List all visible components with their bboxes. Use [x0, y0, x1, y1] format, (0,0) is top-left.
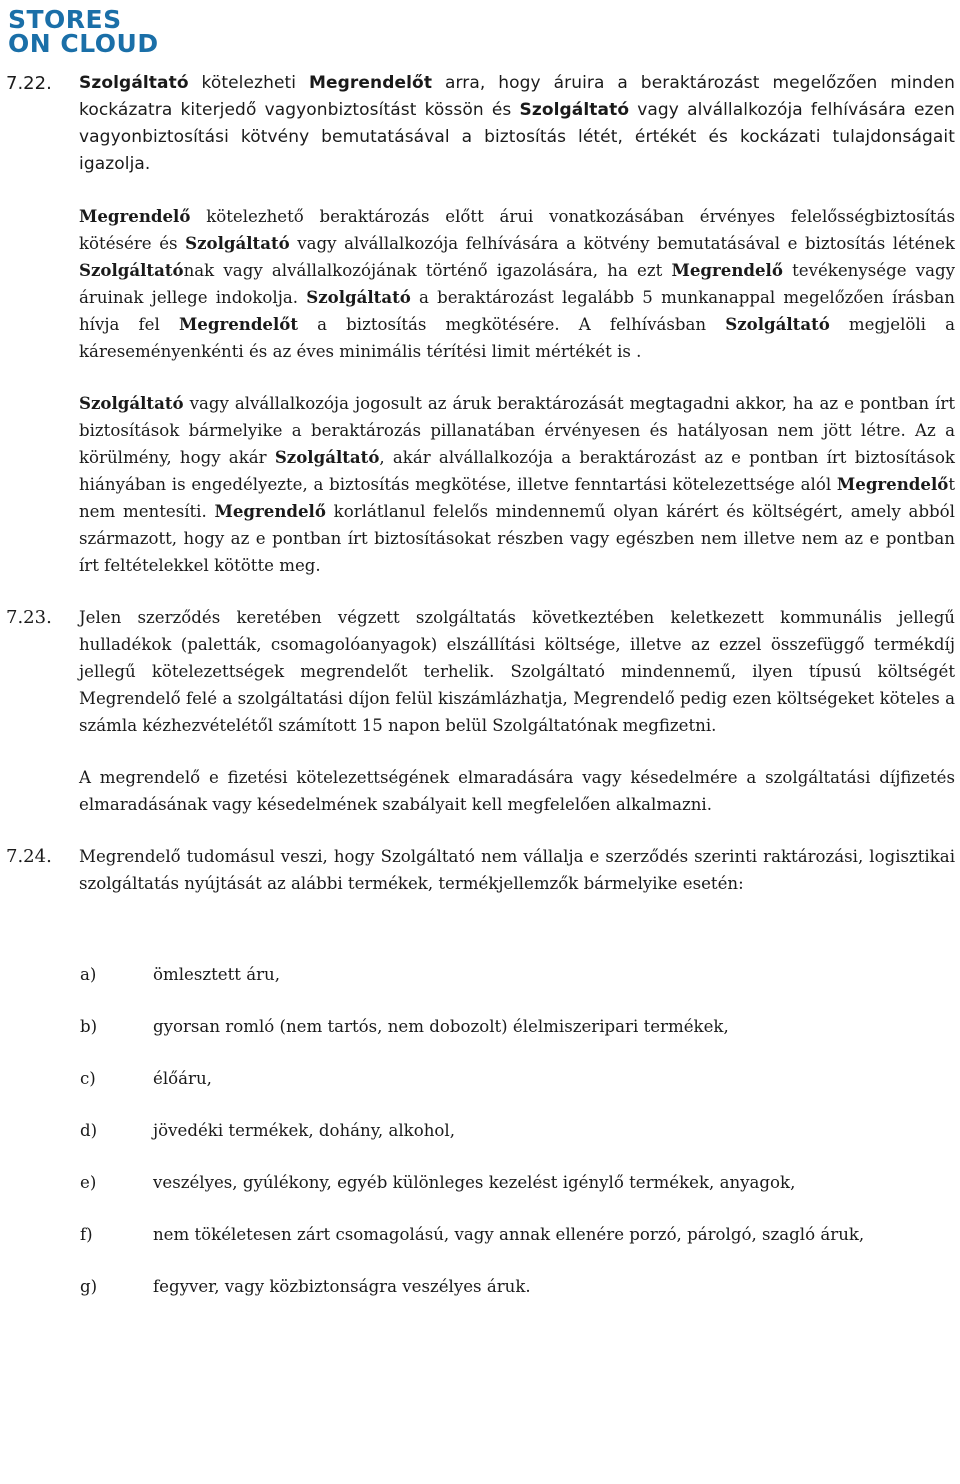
stores-on-cloud-logo [8, 5, 159, 58]
list-item: e) veszélyes, gyúlékony, egyéb különleges kezelést igénylő termékek, anyagok, [80, 1173, 796, 1192]
section-7-24 [0, 843, 960, 897]
excluded-products-list [0, 961, 960, 1300]
section-7-22-paragraph-3: Szolgáltató vagy alvállalkozója jogosult az áruk beraktározását megtagadni akkor, ha az e pontban írt biztosítások bármelyike a beraktározás pillanatában érvényesen és hatályosan nem jött létre. Az a körülmény, hogy akár Szolgáltató, akár alvállalkozója a beraktározást az e pontban írt biztosítások hiányában is engedélyezte, a biztosítás megkötése, illetve fenntartási kötelezettsége alól Megrendelőt nem mentesíti. Megrendelő korlátlanul felelős mindennemű olyan kárért és költségért, amely abból származott, hogy az e pontban írt biztosításokat részben vagy egészben nem illetve nem az e pontban írt feltételekkel kötötte meg. [79, 393, 955, 575]
list-item: c) élőáru, [80, 1069, 212, 1088]
section-7-23-paragraph-2: A megrendelő e fizetési kötelezettségének elmaradására vagy késedelmére a szolgáltatási díjfizetés elmaradásának vagy késedelmének szabályait kell megfelelően alkalmazni. [79, 768, 955, 814]
section-7-22-paragraph-2: Megrendelő kötelezhető beraktározás előtt árui vonatkozásában érvényes felelősségbiztosítás kötésére és Szolgáltató vagy alvállalkozója felhívására a kötvény bemutatásával e biztosítás létének Szolgáltatónak vagy alvállalkozójának történő igazolására, ha ezt Megrendelő tevékenysége vagy áruinak jellege indokolja. Szolgáltató a beraktározást legalább 5 munkanappal megelőzően írásban hívja fel Megrendelőt a biztosítás megkötésére. A felhívásban Szolgáltató megjelöli a káreseményenkénti és az éves minimális térítési limit mértékét is . [79, 206, 956, 361]
list-item: g) fegyver, vagy közbiztonságra veszélyes áruk. [80, 1277, 531, 1296]
section-7-23-block-2 [0, 764, 960, 818]
list-item: b) gyorsan romló (nem tartós, nem dobozolt) élelmiszeripari termékek, [80, 1017, 729, 1036]
section-number: 7.24. [6, 846, 52, 867]
document-page [0, 70, 960, 1300]
logo-line-1: STORES [8, 5, 122, 34]
logo-line-2: ON CLOUD [8, 29, 159, 58]
list-item: d) jövedéki termékek, dohány, alkohol, [80, 1121, 455, 1140]
section-7-22 [0, 70, 960, 178]
section-number: 7.22. [6, 73, 52, 94]
section-7-22-paragraph-1: Szolgáltató kötelezheti Megrendelőt arra, hogy áruira a beraktározást megelőzően minden kockázatra kiterjedő vagyonbiztosítást kössön és Szolgáltató vagy alvállalkozója felhívására ezen vagyonbiztosítási kötvény bemutatásával a biztosítás létét, értékét és kockázati tulajdonságait igazolja. [79, 73, 955, 174]
section-7-22-block-3 [0, 390, 960, 579]
section-number: 7.23. [6, 607, 52, 628]
section-7-24-paragraph-1: Megrendelő tudomásul veszi, hogy Szolgáltató nem vállalja e szerződés szerinti raktározási, logisztikai szolgáltatás nyújtását az alábbi termékek, termékjellemzők bármelyike esetén: [79, 847, 955, 893]
section-7-22-block-2 [0, 203, 960, 365]
list-item: a) ömlesztett áru, [80, 965, 280, 984]
list-item: f) nem tökéletesen zárt csomagolású, vagy annak ellenére porzó, párolgó, szagló áruk, [80, 1225, 865, 1244]
section-7-23-paragraph-1: Jelen szerződés keretében végzett szolgáltatás következtében keletkezett kommunális jellegű hulladékok (paletták, csomagolóanyagok) elszállítási költsége, illetve az ezzel összefüggő termékdíj jellegű kötelezettségek megrendelőt terhelik. Szolgáltató mindennemű, ilyen típusú költségét Megrendelő felé a szolgáltatási díjon felül kiszámlázhatja, Megrendelő pedig ezen költségeket köteles a számla kézhezvételétől számított 15 napon belül Szolgáltatónak megfizetni. [79, 608, 955, 735]
section-7-23 [0, 604, 960, 739]
